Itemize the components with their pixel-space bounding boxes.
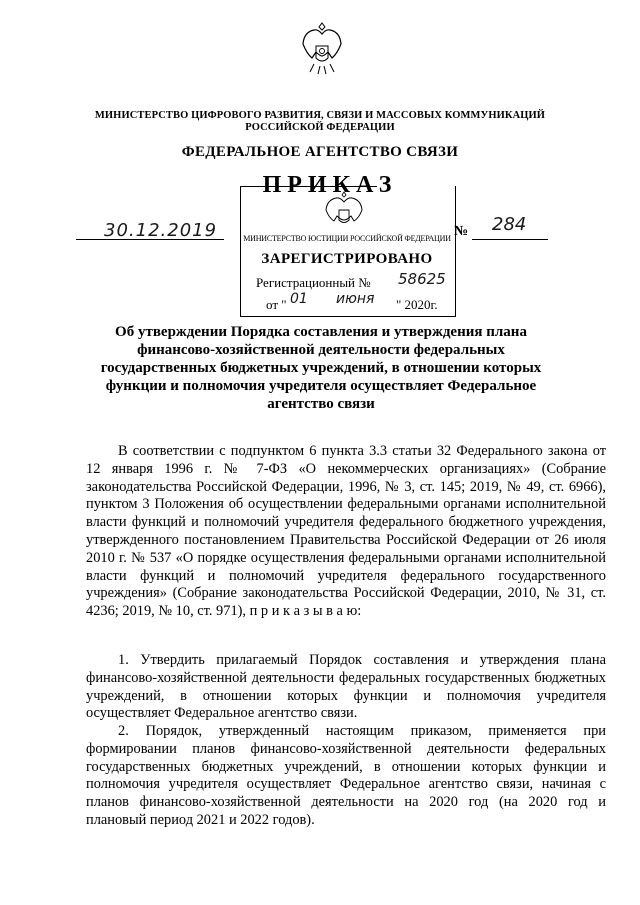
- stamp-top-border: [241, 186, 377, 187]
- coat-of-arms-icon: [300, 20, 344, 76]
- ministry-name: [0, 110, 640, 134]
- number-underline: [472, 239, 548, 240]
- ministry-line-1: МИНИСТЕРСТВО ЦИФРОВОГО РАЗВИТИЯ, СВЯЗИ И МАССОВЫХ КОММУНИКАЦИЙ: [94, 110, 546, 121]
- order-subject: Об утверждении Порядка составления и утверждения плана финансово-хозяйственной деятельности федеральных государственных бюджетных учреждений, в отношении которых функции и полномочия учредителя осуществляет Федеральное агентство связи: [100, 324, 542, 412]
- date-underline: [76, 239, 224, 240]
- stamp-date-year: " 2020г.: [396, 297, 438, 312]
- stamp-reg-number: 58625: [398, 270, 446, 288]
- stamp-date-day: 01: [290, 291, 308, 307]
- order-item-2: 2. Порядок, утвержденный настоящим приказом, применяется при формировании планов финансово-хозяйственной деятельности федеральных государственных бюджетных учреждений, в отношении которых функции и полномочия учредителя осуществляет Федеральное агентство связи, начиная с планов финансово-хозяйственной деятельности на 2020 год (на 2020 год и плановый период 2021 и 2022 годов).: [86, 723, 606, 828]
- order-date: 30.12.2019: [104, 220, 218, 241]
- order-number-label: №: [454, 224, 469, 239]
- preamble-paragraph: В соответствии с подпунктом 6 пункта 3.3 статьи 32 Федерального закона от 12 января 1996 г. № 7-ФЗ «О некоммерческих организациях» (Собрание законодательства Российской Федерации, 1996, № 3, ст. 145; 2019, № 49, ст. 6966), пунктом 3 Положения об осуществлении федеральными органами исполнительной власти функций и полномочий учредителя федерального бюджетного учреждения, утвержденного постановлением Правительства Российской Федерации от 26 июля 2010 г. № 537 «О порядке осуществления федеральными органами исполнительной власти функций и полномочий учредителя федерального государственного учреждения» (Собрание законодательства Российской Федерации, 2010, № 31, ст. 4236; 2019, № 10, ст. 971), п р и к а з ы в а ю:: [86, 443, 606, 620]
- order-number: 284: [492, 214, 527, 235]
- stamp-date-month: июня: [336, 291, 375, 307]
- order-item-1: 1. Утвердить прилагаемый Порядок составления и утверждения плана финансово-хозяйственной деятельности федеральных государственных бюджетных учреждений, в отношении которых функции и полномочия учредителя осуществляет Федеральное агентство связи.: [86, 652, 606, 722]
- order-title: ПРИКАЗ: [262, 172, 398, 198]
- stamp-date-prefix: от ": [266, 297, 287, 312]
- stamp-reg-number-label: Регистрационный №: [256, 275, 371, 290]
- stamp-registered-label: ЗАРЕГИСТРИРОВАНО: [261, 251, 433, 267]
- stamp-ministry-name: МИНИСТЕРСТВО ЮСТИЦИИ РОССИЙСКОЙ ФЕДЕРАЦИИ: [243, 234, 451, 243]
- ministry-line-2: РОССИЙСКОЙ ФЕДЕРАЦИИ: [245, 122, 395, 133]
- agency-name: ФЕДЕРАЛЬНОЕ АГЕНТСТВО СВЯЗИ: [181, 144, 459, 160]
- stamp-emblem-icon: [322, 190, 366, 234]
